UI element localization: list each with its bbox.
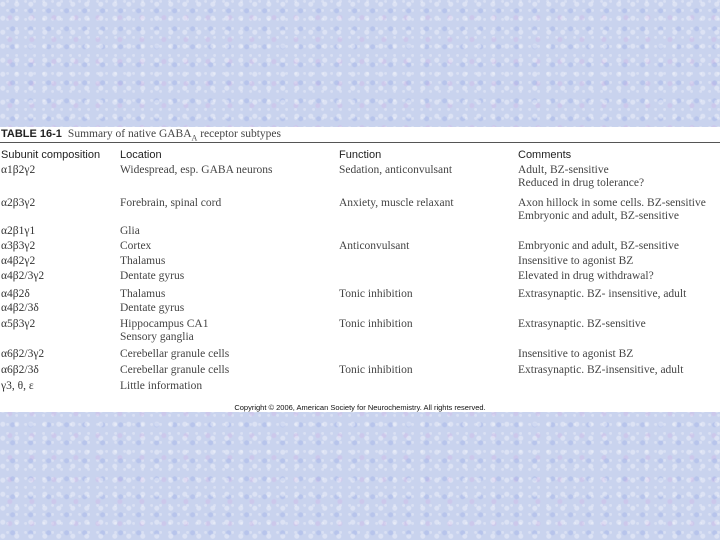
table-number: TABLE 16-1 bbox=[1, 128, 62, 140]
subunit-cell: α1β2γ2 bbox=[1, 164, 36, 176]
subunit-cell: α4β2γ2 bbox=[1, 255, 36, 267]
subunit-cell: γ3, θ, ε bbox=[1, 380, 34, 392]
location-cell: Hippocampus CA1 bbox=[120, 318, 209, 330]
comments-cell: Embryonic and adult, BZ-sensitive bbox=[518, 240, 679, 252]
comments-cell: Extrasynaptic. BZ-insensitive, adult bbox=[518, 364, 684, 376]
subunit-cell: α2β3γ2 bbox=[1, 197, 36, 209]
subunit-cell: α2β1γ1 bbox=[1, 225, 36, 237]
location-cell: Sensory ganglia bbox=[120, 331, 194, 343]
header-comments: Comments bbox=[518, 149, 572, 161]
subunit-cell: α4β2/3δ bbox=[1, 302, 39, 314]
subunit-cell: α3β3γ2 bbox=[1, 240, 36, 252]
comments-cell: Elevated in drug withdrawal? bbox=[518, 270, 654, 282]
header-subunit: Subunit composition bbox=[1, 149, 101, 161]
header-location: Location bbox=[120, 149, 162, 161]
comments-cell: Extrasynaptic. BZ- insensitive, adult bbox=[518, 288, 687, 300]
function-cell: Anxiety, muscle relaxant bbox=[339, 197, 454, 209]
location-cell: Glia bbox=[120, 225, 140, 237]
location-cell: Thalamus bbox=[120, 288, 166, 300]
table-title: Summary of native GABA bbox=[67, 128, 192, 140]
location-cell: Cerebellar granule cells bbox=[120, 364, 230, 376]
location-cell: Cerebellar granule cells bbox=[120, 348, 230, 360]
subunit-cell: α4β2δ bbox=[1, 288, 30, 300]
table-caption bbox=[1, 127, 281, 141]
subunit-cell: α6β2/3γ2 bbox=[1, 348, 45, 360]
function-cell: Sedation, anticonvulsant bbox=[339, 164, 453, 176]
top-rule bbox=[0, 142, 720, 143]
copyright-notice: Copyright © 2006, American Society for Neurochemistry. All rights reserved. bbox=[234, 403, 486, 412]
comments-cell: Adult, BZ-sensitive bbox=[518, 164, 609, 176]
location-cell: Little information bbox=[120, 380, 203, 392]
table-title-subscript: A bbox=[191, 133, 198, 143]
function-cell: Tonic inhibition bbox=[339, 288, 413, 300]
function-cell: Anticonvulsant bbox=[339, 240, 410, 252]
location-cell: Widespread, esp. GABA neurons bbox=[120, 164, 273, 176]
comments-cell: Extrasynaptic. BZ-sensitive bbox=[518, 318, 646, 330]
table-title-rest: receptor subtypes bbox=[197, 128, 281, 140]
subunit-cell: α6β2/3δ bbox=[1, 364, 39, 376]
comments-cell: Axon hillock in some cells. BZ-sensitive bbox=[518, 197, 706, 209]
comments-cell: Embryonic and adult, BZ-sensitive bbox=[518, 210, 679, 222]
function-cell: Tonic inhibition bbox=[339, 318, 413, 330]
location-cell: Dentate gyrus bbox=[120, 302, 185, 314]
function-cell: Tonic inhibition bbox=[339, 364, 413, 376]
location-cell: Dentate gyrus bbox=[120, 270, 185, 282]
subunit-cell: α5β3γ2 bbox=[1, 318, 36, 330]
location-cell: Forebrain, spinal cord bbox=[120, 197, 222, 209]
table-image bbox=[0, 127, 720, 412]
subunit-cell: α4β2/3γ2 bbox=[1, 270, 45, 282]
location-cell: Thalamus bbox=[120, 255, 166, 267]
comments-cell: Insensitive to agonist BZ bbox=[518, 348, 634, 360]
comments-cell: Reduced in drug tolerance? bbox=[518, 177, 645, 189]
comments-cell: Insensitive to agonist BZ bbox=[518, 255, 634, 267]
location-cell: Cortex bbox=[120, 240, 152, 252]
header-function: Function bbox=[339, 149, 382, 161]
